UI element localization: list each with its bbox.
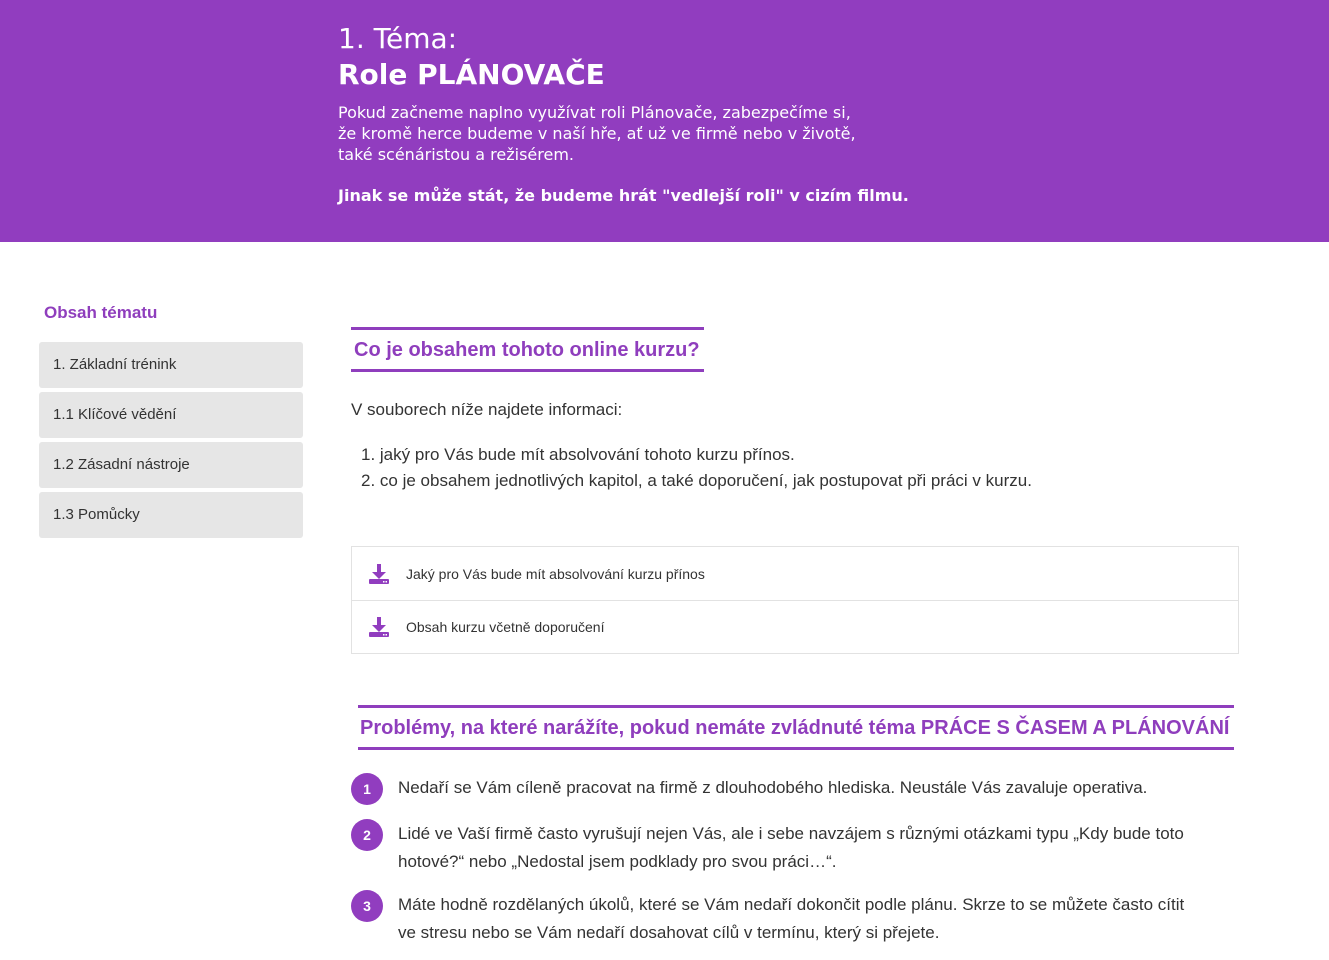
sidebar-item-essential-tools[interactable]: 1.2 Zásadní nástroje bbox=[39, 442, 303, 488]
course-info-list bbox=[351, 442, 1239, 494]
file-label: Obsah kurzu včetně doporučení bbox=[406, 619, 605, 635]
course-heading: Co je obsahem tohoto online kurzu? bbox=[351, 327, 704, 372]
page-title: Role PLÁNOVAČE bbox=[338, 58, 605, 91]
download-icon bbox=[368, 616, 390, 638]
problem-item bbox=[351, 819, 1239, 876]
hero-emphasis: Jinak se může stát, že budeme hrát "vedlejší roli" v cizím filmu. bbox=[338, 186, 909, 205]
course-content bbox=[351, 327, 1239, 654]
hero-line: že kromě herce budeme v naší hře, ať už ve firmě nebo v životě, bbox=[338, 124, 856, 143]
problem-text: Lidé ve Vaší firmě často vyrušují nejen Vás, ale i sebe navzájem s různými otázkami typu „Kdy bude toto hotové?“ nebo „Nedostal jsem podklady pro svou práci…“. bbox=[398, 824, 1184, 871]
problem-text: Nedaří se Vám cíleně pracovat na firmě z dlouhodobého hlediska. Neustále Vás zavaluje operativa. bbox=[398, 778, 1148, 797]
problem-item bbox=[351, 773, 1239, 805]
file-label: Jaký pro Vás bude mít absolvování kurzu přínos bbox=[406, 565, 705, 582]
sidebar-title: Obsah tématu bbox=[44, 303, 158, 322]
topic-number: 1. Téma: bbox=[338, 22, 458, 55]
topic-contents-nav bbox=[39, 300, 303, 542]
hero-line: Pokud začneme naplno využívat roli Plánovače, zabezpečíme si, bbox=[338, 103, 851, 122]
course-intro: V souborech níže najdete informaci: bbox=[351, 400, 623, 419]
hero-description bbox=[338, 102, 1238, 165]
download-benefits-file[interactable] bbox=[352, 547, 1238, 600]
problems-list bbox=[351, 773, 1239, 960]
hero-banner bbox=[0, 0, 1329, 242]
download-icon bbox=[368, 563, 390, 585]
list-item: 1. jaký pro Vás bude mít absolvování tohoto kurzu přínos. bbox=[361, 445, 795, 464]
sidebar-item-basic-training[interactable]: 1. Základní trénink bbox=[39, 342, 303, 388]
problems-heading: Problémy, na které narážíte, pokud nemáte zvládnuté téma PRÁCE S ČASEM A PLÁNOVÁNÍ bbox=[358, 705, 1234, 750]
problems-heading-wrap bbox=[358, 705, 1234, 750]
download-contents-file[interactable] bbox=[352, 600, 1238, 653]
number-badge: 2 bbox=[351, 819, 383, 851]
number-badge: 3 bbox=[351, 890, 383, 922]
sidebar-item-key-knowledge[interactable]: 1.1 Klíčové vědění bbox=[39, 392, 303, 438]
hero-content bbox=[338, 22, 1238, 207]
problem-text: Máte hodně rozdělaných úkolů, které se Vám nedaří dokončit podle plánu. Skrze to se můžete často cítit ve stresu nebo se Vám nedaří dosahovat cílů v termínu, který si přejete. bbox=[398, 895, 1185, 942]
download-list bbox=[351, 546, 1239, 654]
sidebar-item-aids[interactable]: 1.3 Pomůcky bbox=[39, 492, 303, 538]
problem-item bbox=[351, 890, 1239, 947]
number-badge: 1 bbox=[351, 773, 383, 805]
hero-line: také scénáristou a režisérem. bbox=[338, 145, 574, 164]
list-item: 2. co je obsahem jednotlivých kapitol, a také doporučení, jak postupovat při práci v kurzu. bbox=[361, 471, 1032, 490]
